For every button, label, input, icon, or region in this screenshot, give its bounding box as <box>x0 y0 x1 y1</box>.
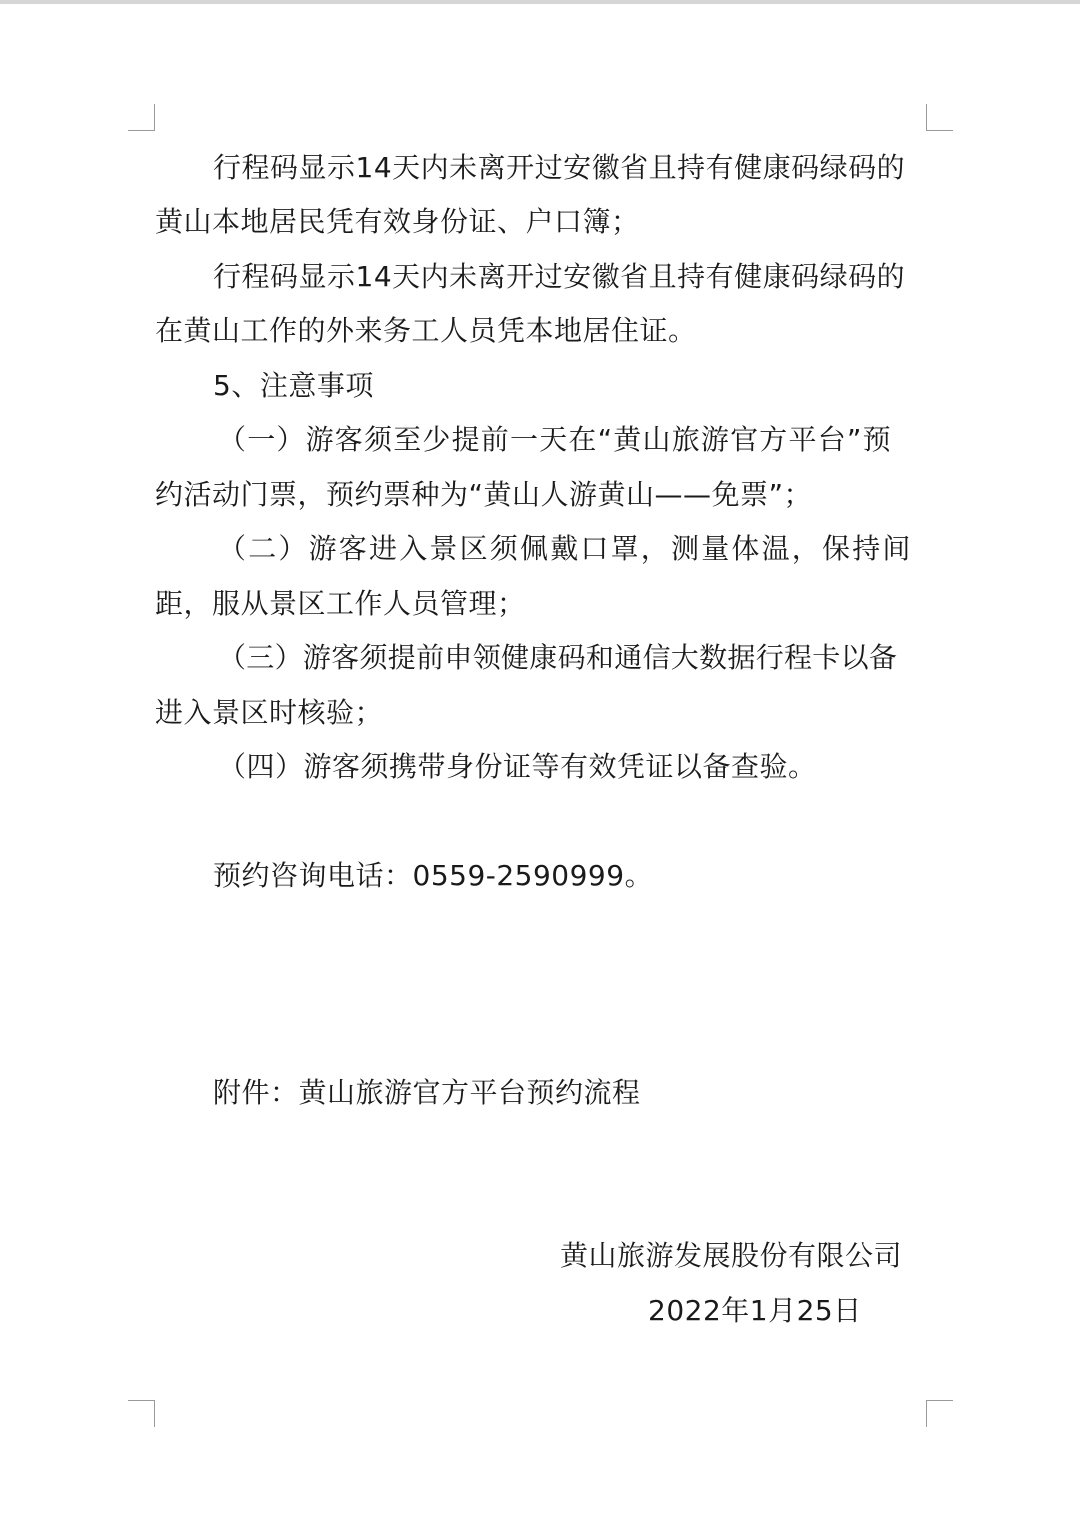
crop-mark-bottom-right <box>926 1400 953 1427</box>
signature-date: 2022年1月25日 <box>648 1294 862 1327</box>
paragraph-2-line-1: 行程码显示14天内未离开过安徽省且持有健康码绿码的 <box>213 260 906 293</box>
paragraph-1-line-2: 黄山本地居民凭有效身份证、户口簿； <box>155 205 640 238</box>
notice-3-line-2: 进入景区时核验； <box>155 696 384 729</box>
crop-mark-bottom-left <box>128 1400 155 1427</box>
signature-company: 黄山旅游发展股份有限公司 <box>560 1239 903 1272</box>
crop-mark-top-right <box>926 104 953 131</box>
crop-mark-top-left <box>128 104 155 131</box>
hotline-text: 预约咨询电话：0559-2590999。 <box>213 859 654 892</box>
notice-1-line-1: （一）游客须至少提前一天在“黄山旅游官方平台”预 <box>218 423 892 456</box>
section-heading: 5、注意事项 <box>213 369 374 402</box>
notice-2-line-2: 距，服从景区工作人员管理； <box>155 587 526 620</box>
notice-3-line-1: （三）游客须提前申领健康码和通信大数据行程卡以备 <box>218 641 898 674</box>
paragraph-2-line-2: 在黄山工作的外来务工人员凭本地居住证。 <box>155 314 697 347</box>
notice-4-line-1: （四）游客须携带身份证等有效凭证以备查验。 <box>218 750 817 783</box>
attachment-text: 附件：黄山旅游官方平台预约流程 <box>213 1076 641 1109</box>
top-rule <box>0 0 1080 4</box>
notice-1-line-2: 约活动门票，预约票种为“黄山人游黄山——免票”； <box>155 478 813 511</box>
notice-2-line-1: （二）游客进入景区须佩戴口罩，测量体温，保持间 <box>218 532 913 565</box>
paragraph-1-line-1: 行程码显示14天内未离开过安徽省且持有健康码绿码的 <box>213 151 906 184</box>
